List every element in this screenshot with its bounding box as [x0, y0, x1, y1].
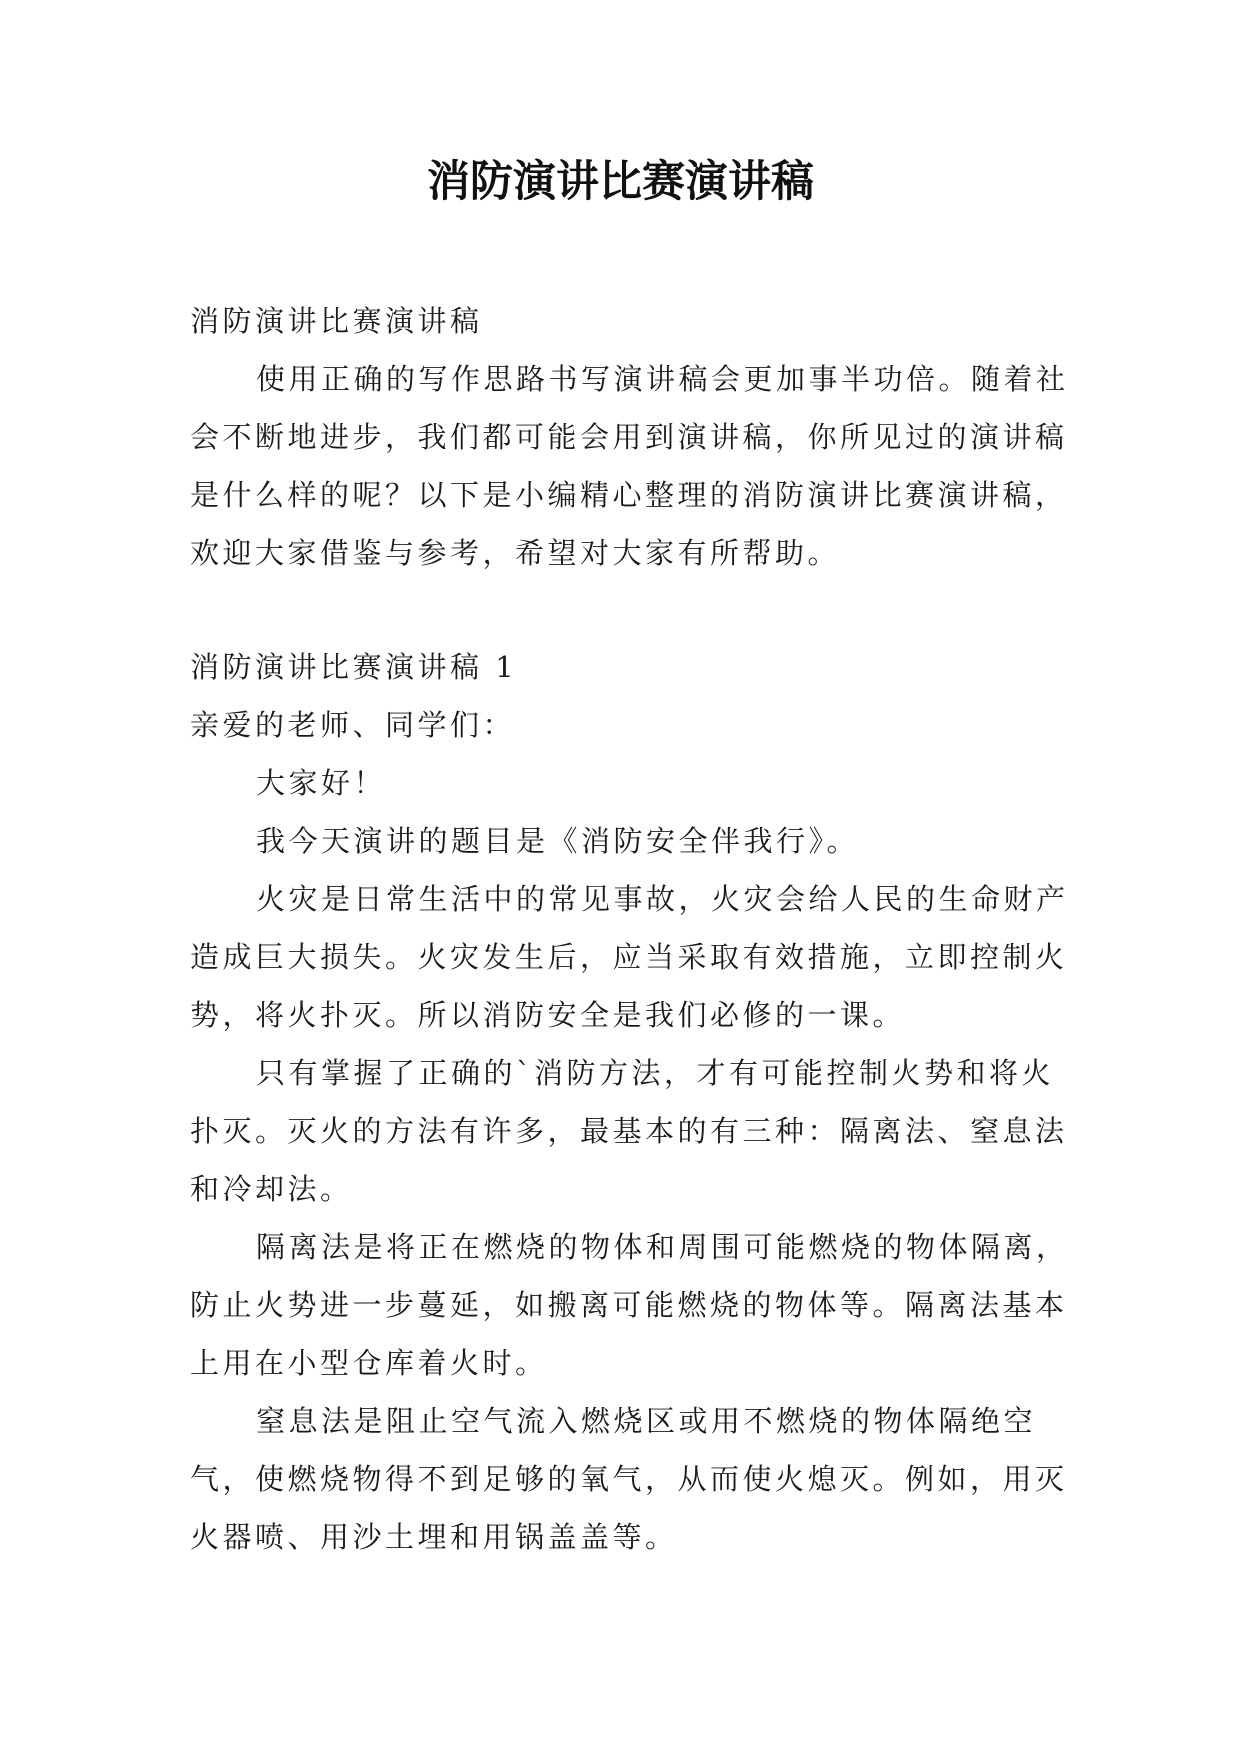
document-body [190, 292, 1070, 1566]
paragraph-isolation: 隔离法是将正在燃烧的物体和周围可能燃烧的物体隔离，防止火势进一步蔓延，如搬离可能燃烧的物体等。隔离法基本上用在小型仓库着火时。 [190, 1230, 1069, 1380]
paragraph-fire-accident: 火灾是日常生活中的常见事故，火灾会给人民的生命财产造成巨大损失。火灾发生后，应当采取有效措施，立即控制火势，将火扑灭。所以消防安全是我们必修的一课。 [190, 882, 1069, 1032]
section-spacer [190, 582, 1070, 638]
intro-heading: 消防演讲比赛演讲稿 [190, 304, 483, 338]
paragraph-topic: 我今天演讲的题目是《消防安全伴我行》。 [256, 824, 860, 858]
paragraph-greeting: 大家好！ [256, 766, 387, 800]
document-title: 消防演讲比赛演讲稿 [427, 157, 814, 207]
paragraph-methods: 只有掌握了正确的`消防方法，才有可能控制火势和将火扑灭。灭火的方法有许多，最基本的有三种：隔离法、窒息法和冷却法。 [190, 1056, 1068, 1206]
section-heading: 消防演讲比赛演讲稿 1 [190, 650, 518, 684]
intro-paragraph: 使用正确的写作思路书写演讲稿会更加事半功倍。随着社会不断地进步，我们都可能会用到演讲稿，你所见过的演讲稿是什么样的呢？以下是小编精心整理的消防演讲比赛演讲稿，欢迎大家借鉴与参考，希望对大家有所帮助。 [190, 362, 1069, 570]
paragraph-suffocation: 窒息法是阻止空气流入燃烧区或用不燃烧的物体隔绝空气，使燃烧物得不到足够的氧气，从而使火熄灭。例如，用灭火器喷、用沙土埋和用锅盖盖等。 [190, 1404, 1068, 1554]
salutation: 亲爱的老师、同学们： [190, 708, 516, 742]
